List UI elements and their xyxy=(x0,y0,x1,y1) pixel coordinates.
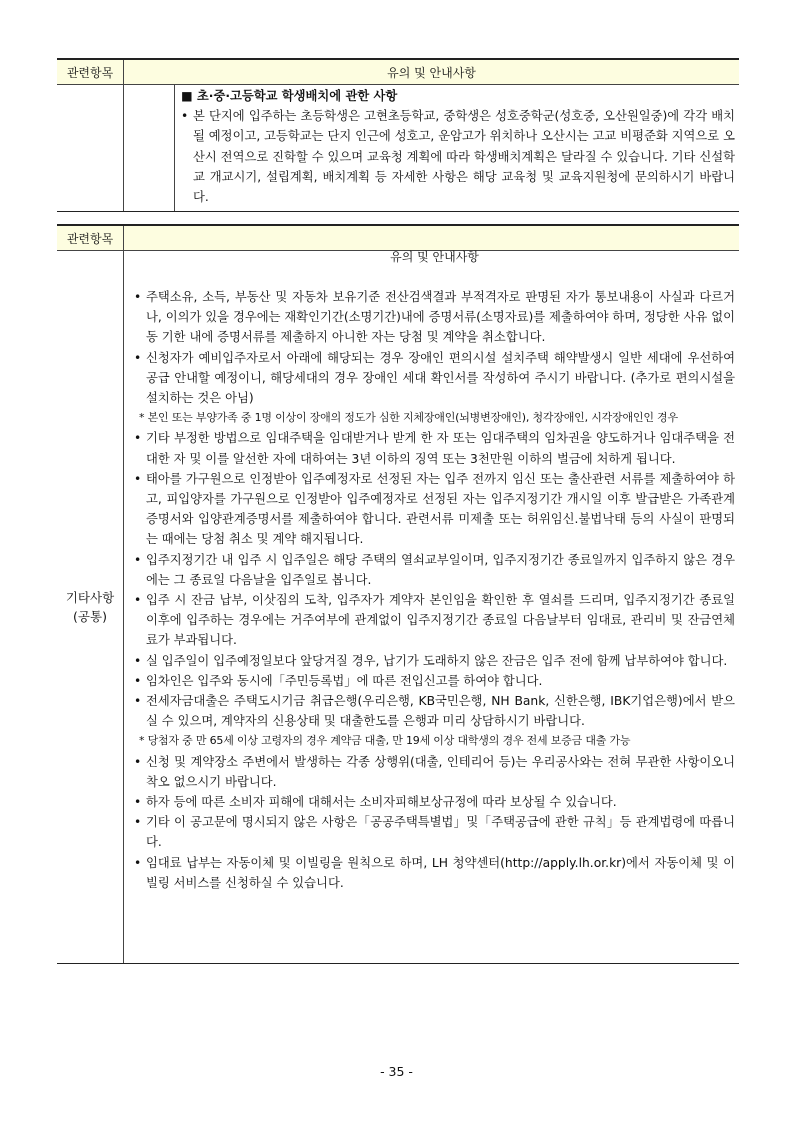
bullet-text: 전세자금대출은 주택도시기금 취급은행(우리은행, KB국민은행, NH Bank, 신한은행, IBK기업은행)에서 받으실 수 있으며, 계약자의 신용상태 및 대출한도를 은행과 미리 상담하시기 바랍니다. xyxy=(146,694,735,729)
list-item xyxy=(134,853,735,893)
bullet-mark: • xyxy=(134,653,142,668)
bullet-text: 신청 및 계약장소 주변에서 발생하는 각종 상행위(대출, 인테리어 등)는 우리공사와는 전혀 무관한 사항이오니 착오 없으시기 바랍니다. xyxy=(146,754,735,789)
bullet-mark: • xyxy=(134,673,142,688)
footnote: * 당첨자 중 만 65세 이상 고령자의 경우 계약금 대출, 만 19세 이상 대학생의 경우 전세 보증금 대출 가능 xyxy=(139,734,631,748)
bullet-text: 임차인은 입주와 동시에「주민등록법」에 따른 전입신고를 하여야 합니다. xyxy=(146,673,543,688)
bullet-text: 임대료 납부는 자동이체 및 이빌링을 원칙으로 하며, LH 청약센터(http://apply.lh.or.kr)에서 자동이체 및 이빌링 서비스를 신청하실 수 있습니다. xyxy=(146,855,735,890)
bullet-text: 주택소유, 소득, 부동산 및 자동차 보유기준 전산검색결과 부적격자로 판명된 자가 통보내용이 사실과 다르거나, 이의가 있을 경우에는 재확인기간(소명기간)내에 증명서류(소명자료)를 제출하여야 하며, 정당한 사유 없이 동 기한 내에 증명서류를 제출하지 아니한 자는 당첨 및 계약을 취소합니다. xyxy=(146,290,735,345)
general-notes-table xyxy=(57,224,739,964)
header-notes: 유의 및 안내사항 xyxy=(390,249,479,264)
section-title: ■ 초·중·고등학교 학생배치에 관한 사항 xyxy=(181,89,398,103)
page-number: - 35 - xyxy=(380,1064,413,1079)
bullet-text: 기타 부정한 방법으로 임대주택을 임대받거나 받게 한 자 또는 임대주택의 임차권을 양도하거나 임대주택을 전대한 자 및 이를 알선한 자에 대하여는 3년 이하의 징역 또는 3천만원 이하의 벌금에 처하게 됩니다. xyxy=(146,431,735,466)
bullet-mark: • xyxy=(134,593,142,608)
bullet-mark: • xyxy=(134,290,142,304)
bullet-mark: • xyxy=(134,795,142,810)
list-item xyxy=(134,812,735,852)
bullet-text: 입주지정기간 내 입주 시 입주일은 해당 주택의 열쇠교부일이며, 입주지정기간 종료일까지 입주하지 않은 경우에는 그 종료일 다음날을 입주일로 봅니다. xyxy=(146,552,735,587)
list-item xyxy=(134,792,735,812)
bullet-text: 실 입주일이 입주예정일보다 앞당겨질 경우, 납기가 도래하지 않은 잔금은 입주 전에 함께 납부하여야 합니다. xyxy=(146,653,728,668)
header-notes: 유의 및 안내사항 xyxy=(387,65,476,80)
notes-cell xyxy=(175,85,739,211)
bullet-text: 하자 등에 따른 소비자 피해에 대해서는 소비자피해보상규정에 따라 보상될 수 있습니다. xyxy=(146,795,617,810)
table-row xyxy=(57,251,739,964)
bullet-text: 신청자가 예비입주자로서 아래에 해당되는 경우 장애인 편의시설 설치주택 해약발생시 일반 세대에 우선하여 공급 안내할 예정이니, 해당세대의 경우 장애인 세대 확인서를 작성하여 주시기 바랍니다. (추가로 편의시설을 설치하는 것은 아님) xyxy=(146,350,735,406)
list-item xyxy=(134,469,735,550)
list-item xyxy=(134,651,735,671)
list-item xyxy=(134,348,735,409)
header-related-item: 관련항목 xyxy=(57,60,124,84)
notes-cell xyxy=(124,251,739,963)
list-item xyxy=(134,287,735,348)
list-item xyxy=(134,590,735,651)
list-item xyxy=(181,106,735,207)
bullet-mark: • xyxy=(134,431,142,446)
list-item xyxy=(134,671,735,691)
table-header xyxy=(57,58,739,85)
table-header xyxy=(57,224,739,264)
list-item xyxy=(134,550,735,590)
table-row xyxy=(57,85,739,212)
bullet-mark: • xyxy=(134,855,142,870)
category-cell xyxy=(57,85,124,211)
bullet-mark: • xyxy=(134,815,142,830)
bullet-text: 기타 이 공고문에 명시되지 않은 사항은「공공주택특별법」및「주택공급에 관한 규칙」등 관계법령에 따릅니다. xyxy=(146,815,735,850)
footnote: * 본인 또는 부양가족 중 1명 이상이 장애의 정도가 심한 지체장애인(뇌병변장애인), 청각장애인, 시각장애인인 경우 xyxy=(139,411,678,425)
header-related-item: 관련항목 xyxy=(57,226,124,250)
bullet-mark: • xyxy=(181,109,189,124)
category-cell xyxy=(57,251,124,963)
list-item xyxy=(134,691,735,731)
list-item xyxy=(134,752,735,792)
school-assignment-table xyxy=(57,58,739,212)
bullet-mark: • xyxy=(134,471,142,486)
bullet-text: 태아를 가구원으로 인정받아 입주예정자로 선정된 자는 입주 전까지 임신 또는 출산관련 서류를 제출하여야 하고, 피입양자를 가구원으로 인정받아 입주예정자로 선정된 자는 입주지정기간 개시일 이후 발급받은 가족관계증명서와 입양관계증명서를 제출하여야 합니다. 관련서류 미제출 또는 허위임신.불법낙태 등의 사실이 판명되는 때에는 당첨 취소 및 계약 해지됩니다. xyxy=(146,471,735,547)
bullet-text: 입주 시 잔금 납부, 이삿짐의 도착, 입주자가 계약자 본인임을 확인한 후 열쇠를 드리며, 입주지정기간 종료일 이후에 입주하는 경우에는 거주여부에 관계없이 입주지정기간 종료일 다음날부터 임대료, 관리비 및 잔금연체료가 부과됩니다. xyxy=(146,593,735,648)
list-item xyxy=(134,428,735,468)
bullet-mark: • xyxy=(134,350,142,365)
bullet-text: 본 단지에 입주하는 초등학생은 고현초등학교, 중학생은 성호중학군(성호중, 오산원일중)에 각각 배치될 예정이고, 고등학교는 단지 인근에 성호고, 운암고가 위치하나 오산시는 고교 비평준화 지역으로 오산시 전역으로 진학할 수 있으며 교육청 계획에 따라 학생배치계획은 달라질 수 있습니다. 기타 신설학교 개교시기, 설립계획, 배치계획 등 자세한 사항은 해당 교육청 및 교육지원청에 문의하시기 바랍니다. xyxy=(193,109,735,205)
bullet-mark: • xyxy=(134,552,142,567)
indent-cell xyxy=(124,85,175,211)
category-label: 기타사항 xyxy=(65,590,115,605)
bullet-mark: • xyxy=(134,754,142,769)
bullet-mark: • xyxy=(134,694,142,709)
category-sublabel: (공통) xyxy=(73,609,107,624)
